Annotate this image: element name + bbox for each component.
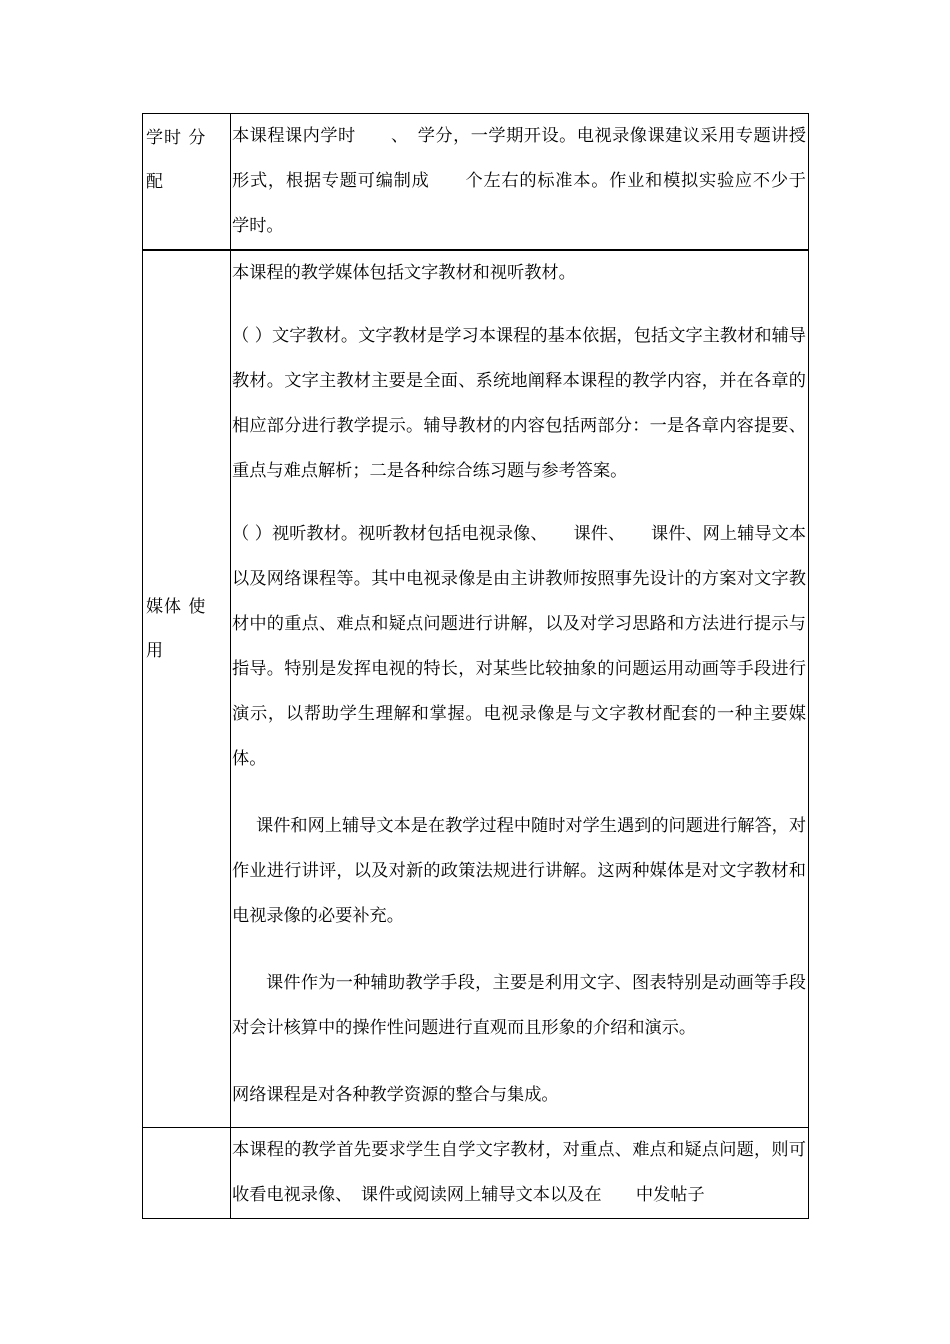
paragraph: 本课程的教学首先要求学生自学文字教材，对重点、难点和疑点问题，则可收看电视录像、 课件或阅读网上辅导文本以及在 中发帖子 [232, 1140, 806, 1205]
row-label: 学时 分 配 [146, 128, 207, 192]
paragraph: 课件和网上辅导文本是在教学过程中随时对学生遇到的问题进行解答，对作业进行讲评，以及对新的政策法规进行讲解。这两种媒体是对文字教材和电视录像的必要补充。 [232, 816, 807, 926]
paragraph: 网络课程是对各种教学资源的整合与集成。 [232, 1085, 559, 1105]
label-cell [143, 250, 231, 1128]
paragraph: （ ）文字教材。文字教材是学习本课程的基本依据，包括文字主教材和辅导教材。文字主教材主要是全面、系统地阐释本课程的教学内容，并在各章的相应部分进行教学提示。辅导教材的内容包括两部分：一是各章内容提要、重点与难点解析；二是各种综合练习题与参考答案。 [232, 326, 806, 481]
paragraph: （ ）视听教材。视听教材包括电视录像、 课件、 课件、网上辅导文本以及网络课程等。其中电视录像是由主讲教师按照事先设计的方案对文字教材中的重点、难点和疑点问题进行讲解，以及对学习思路和方法进行提示与指导。特别是发挥电视的特长，对某些比较抽象的问题运用动画等手段进行演示，以帮助学生理解和掌握。电视录像是与文字教材配套的一种主要媒体。 [232, 524, 806, 769]
content-cell [231, 250, 809, 1128]
table-row-media [143, 250, 809, 1128]
label-cell [143, 1128, 231, 1219]
table-row-hours [143, 114, 809, 251]
paragraph: 本课程的教学媒体包括文字教材和视听教材。 [232, 263, 576, 283]
label-cell [143, 114, 231, 251]
paragraph: 课件作为一种辅助教学手段，主要是利用文字、图表特别是动画等手段对会计核算中的操作性问题进行直观而且形象的介绍和演示。 [232, 973, 806, 1038]
paragraph: 本课程课内学时 、 学分，一学期开设。电视录像课建议采用专题讲授形式，根据专题可编制成 个左右的标准本。作业和模拟实验应不少于 学时。 [232, 126, 841, 236]
course-info-table [142, 113, 841, 1219]
content-cell [231, 114, 841, 251]
content-cell [231, 1128, 809, 1219]
table-row-teaching [143, 1128, 809, 1219]
row-label: 媒体 使 用 [146, 597, 207, 661]
